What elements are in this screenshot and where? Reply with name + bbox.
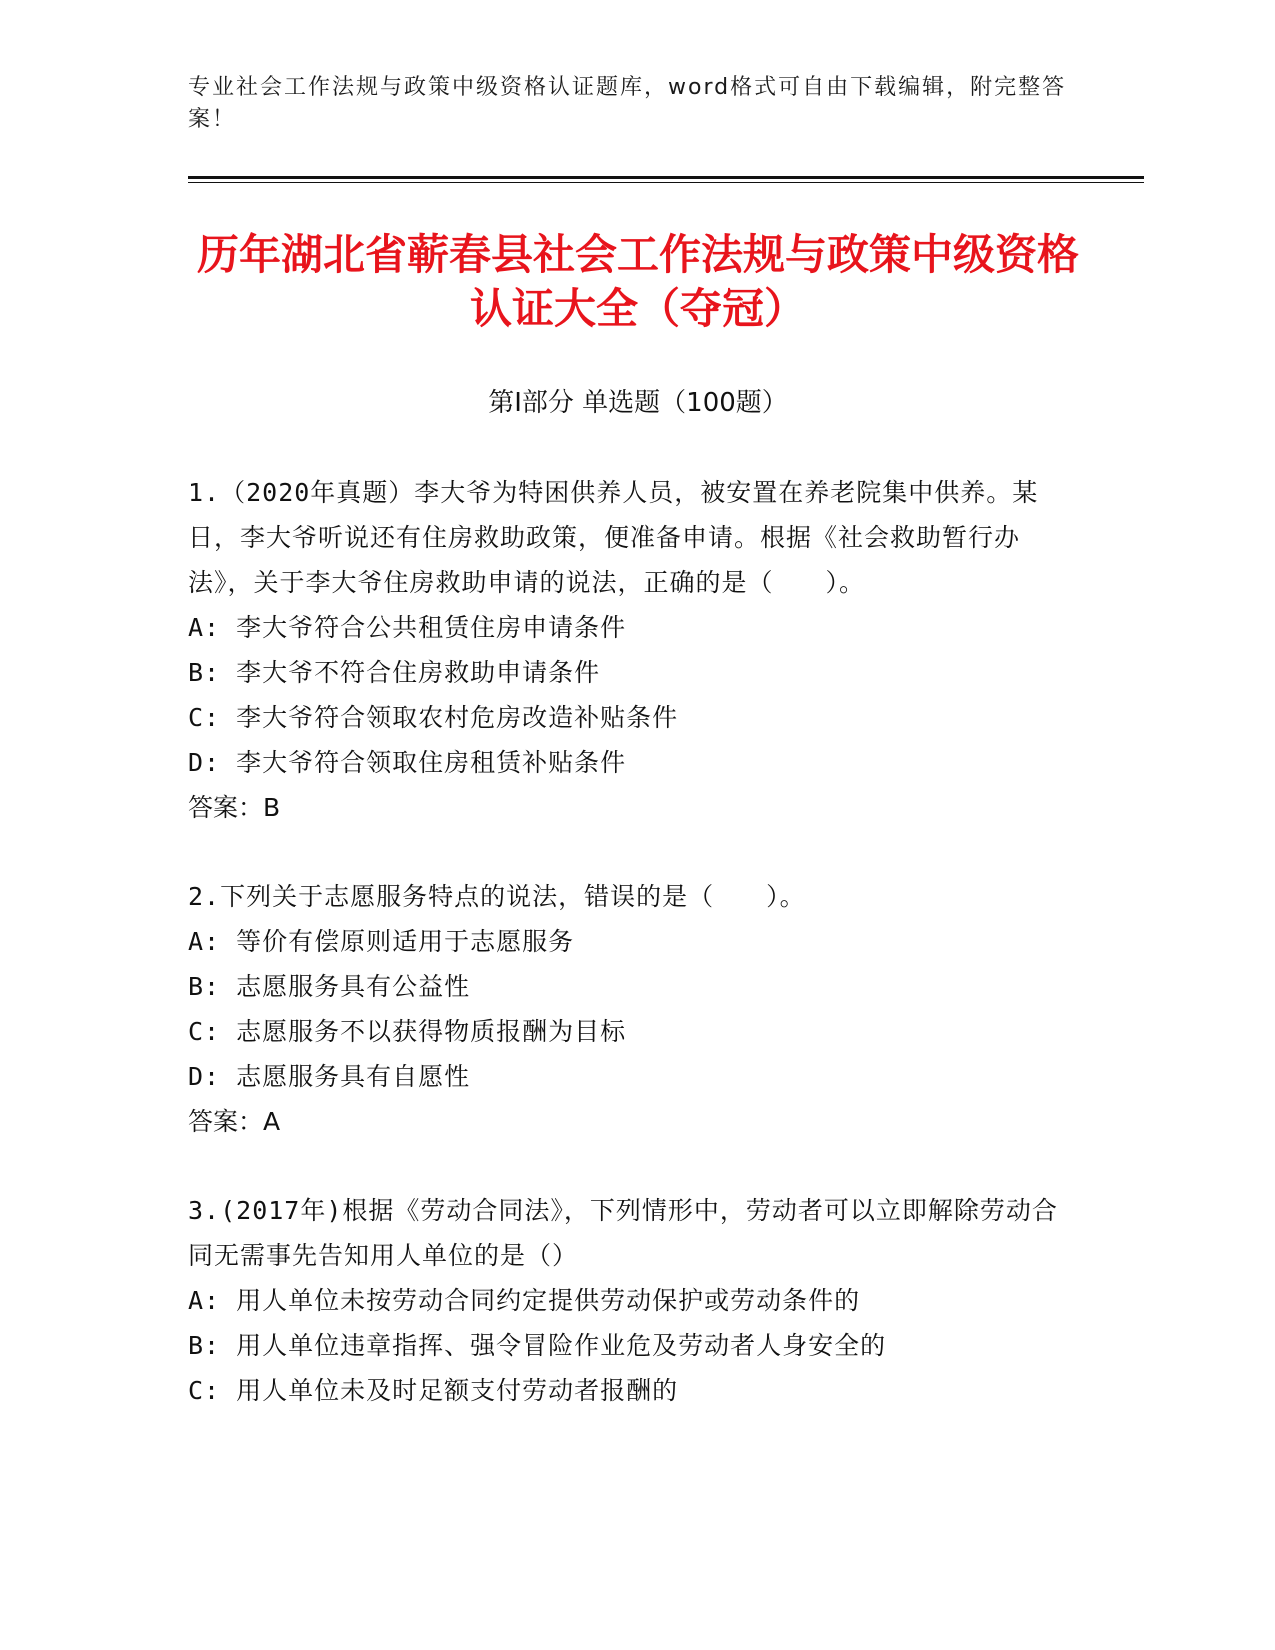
header-divider-thick: [188, 176, 1144, 179]
option-c: C: 用人单位未及时足额支付劳动者报酬的: [188, 1376, 679, 1405]
header-note: 专业社会工作法规与政策中级资格认证题库，word格式可自由下载编辑，附完整答案！: [188, 75, 1067, 132]
option-b: B: 用人单位违章指挥、强令冒险作业危及劳动者人身安全的: [188, 1331, 887, 1360]
answer-line: 答案：B: [188, 793, 281, 822]
option-a: A: 李大爷符合公共租赁住房申请条件: [188, 613, 627, 642]
option-b: B: 志愿服务具有公益性: [188, 972, 471, 1001]
answer-line: 答案：A: [188, 1107, 281, 1136]
question-stem: 1.（2020年真题）李大爷为特困供养人员，被安置在养老院集中供养。某日，李大爷听说还有住房救助政策，便准备申请。根据《社会救助暂行办法》，关于李大爷住房救助申请的说法，正确的是（ ）。: [188, 478, 1039, 597]
option-b: B: 李大爷不符合住房救助申请条件: [188, 658, 601, 687]
option-a: A: 用人单位未按劳动合同约定提供劳动保护或劳动条件的: [188, 1286, 861, 1315]
question-3: [188, 1188, 1068, 1413]
question-2: [188, 874, 1068, 1144]
question-1: [188, 470, 1068, 830]
section-title: 第Ⅰ部分 单选题（100题）: [488, 388, 788, 418]
option-d: D: 李大爷符合领取住房租赁补贴条件: [188, 748, 627, 777]
header-divider-thin: [188, 182, 1144, 183]
question-stem: 2.下列关于志愿服务特点的说法，错误的是（ ）。: [188, 882, 806, 911]
document-title: 历年湖北省蕲春县社会工作法规与政策中级资格认证大全（夺冠）: [196, 230, 1079, 333]
option-a: A: 等价有偿原则适用于志愿服务: [188, 927, 575, 956]
option-c: C: 李大爷符合领取农村危房改造补贴条件: [188, 703, 679, 732]
option-d: D: 志愿服务具有自愿性: [188, 1062, 471, 1091]
question-stem: 3.(2017年)根据《劳动合同法》，下列情形中，劳动者可以立即解除劳动合同无需事先告知用人单位的是（）: [188, 1196, 1058, 1270]
option-c: C: 志愿服务不以获得物质报酬为目标: [188, 1017, 627, 1046]
question-list: [188, 470, 1068, 1457]
